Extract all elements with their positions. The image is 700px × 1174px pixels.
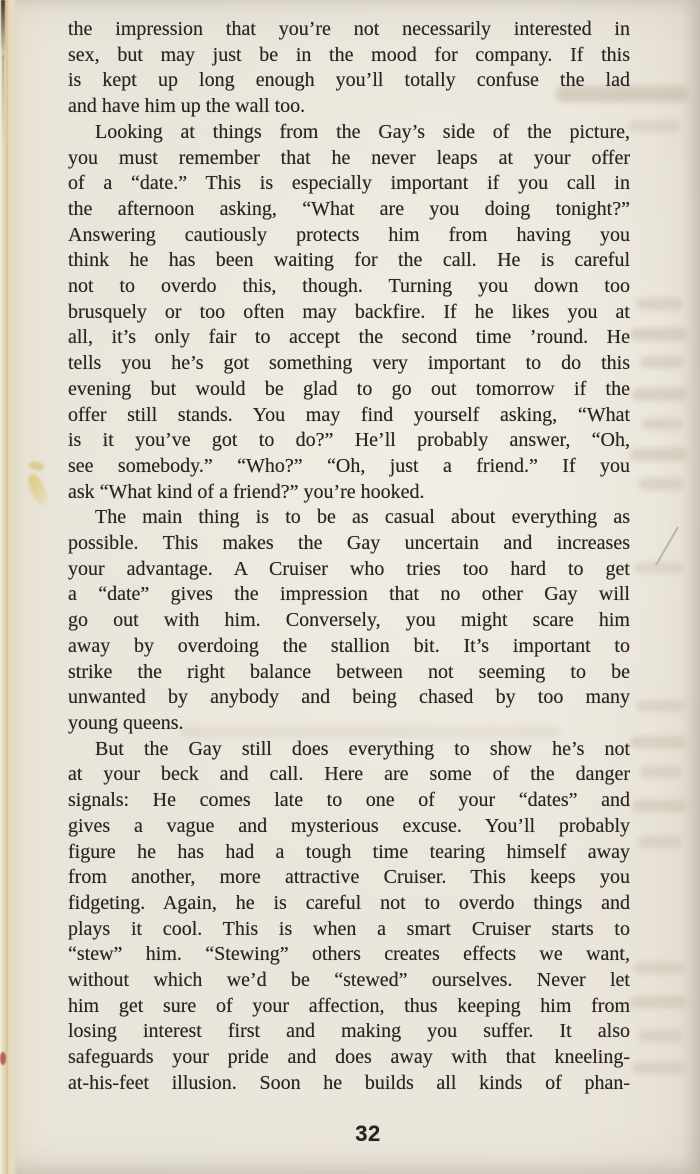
showthrough-smudge: [628, 120, 680, 132]
text-line: from another, more attractive Cruiser. This keeps you: [68, 866, 630, 889]
text-line: brusquely or too often may backfire. If he likes you at: [68, 300, 630, 323]
showthrough-smudge: [640, 766, 682, 778]
text-line: at your beck and call. Here are some of the danger: [68, 763, 630, 786]
text-line: a “date” gives the impression that no other Gay will: [68, 583, 630, 606]
text-line: tells you he’s got something very important to do this: [68, 352, 630, 375]
showthrough-smudge: [638, 478, 684, 490]
scan-edge-artifact: [2, 55, 4, 145]
showthrough-smudge: [632, 1062, 684, 1074]
showthrough-smudge: [634, 562, 684, 574]
stain-mark: [24, 472, 52, 509]
text-line: signals: He comes late to one of your “dates” and: [68, 789, 630, 812]
text-line: figure he has had a tough time tearing himself away: [68, 840, 630, 863]
showthrough-smudge: [630, 448, 688, 461]
showthrough-smudge: [636, 700, 684, 712]
showthrough-smudge: [632, 800, 686, 812]
text-line: at-his-feet illusion. Soon he builds all kinds of phan-: [68, 1071, 630, 1094]
text-line: unwanted by anybody and being chased by too many: [68, 686, 630, 709]
showthrough-smudge: [634, 962, 684, 974]
red-ink-speck: [0, 1052, 6, 1065]
showthrough-smudge: [632, 388, 688, 401]
showthrough-smudge: [630, 736, 686, 749]
showthrough-smudge: [638, 836, 682, 848]
text-line: the impression that you’re not necessarily interested in: [68, 18, 630, 40]
showthrough-smudge: [640, 356, 684, 368]
scan-edge-artifact: [1, 0, 5, 60]
page-text: [68, 17, 630, 1097]
text-line: of a “date.” This is especially important if you call in: [68, 172, 630, 195]
text-line: him get sure of your affection, thus keeping him from: [68, 994, 630, 1017]
text-line: evening but would be glad to go out tomorrow if the: [68, 377, 630, 400]
text-line: is it you’ve got to do?” He’ll probably answer, “Oh,: [68, 429, 630, 452]
text-line: ask “What kind of a friend?” you’re hooked.: [68, 480, 425, 503]
showthrough-smudge: [630, 996, 686, 1008]
text-line: you must remember that he never leaps at your offer: [68, 146, 630, 169]
text-line: “stew” him. “Stewing” others creates effects we want,: [68, 943, 630, 966]
hairline-scratch: [655, 527, 678, 566]
text-line: gives a vague and mysterious excuse. You’ll probably: [68, 814, 630, 837]
text-line: possible. This makes the Gay uncertain and increases: [68, 532, 630, 555]
showthrough-smudge: [638, 1030, 682, 1042]
paragraph: [68, 505, 630, 736]
paragraph: [68, 17, 630, 120]
showthrough-smudge: [636, 298, 682, 310]
showthrough-smudge: [642, 418, 682, 430]
text-line: not to overdo this, though. Turning you down too: [68, 275, 630, 298]
page-number: 32: [355, 1121, 381, 1146]
paragraph: [68, 737, 630, 1097]
text-line: and have him up the wall too.: [68, 95, 306, 118]
text-line: plays it cool. This is when a smart Cruiser starts to: [68, 917, 630, 940]
text-line: safeguards your pride and does away with that kneeling-: [68, 1046, 630, 1069]
text-line: young queens.: [68, 711, 184, 734]
text-line: losing interest first and making you suffer. It also: [68, 1020, 630, 1043]
text-line: without which we’d be “stewed” ourselves. Never let: [68, 969, 630, 992]
text-line: is kept up long enough you’ll totally confuse the lad: [68, 69, 630, 92]
text-line: strike the right balance between not seeming to be: [68, 660, 630, 683]
page-binding-edge: [0, 0, 18, 1174]
text-line: offer still stands. You may find yourself asking, “What: [68, 403, 630, 426]
showthrough-smudge: [630, 328, 688, 341]
text-line: But the Gay still does everything to show he’s not: [95, 737, 630, 760]
text-line: Answering cautiously protects him from having you: [68, 223, 630, 246]
text-line: fidgeting. Again, he is careful not to overdo things and: [68, 891, 630, 914]
text-line: see somebody.” “Who?” “Oh, just a friend.” If you: [68, 454, 630, 477]
text-line: Looking at things from the Gay’s side of the picture,: [95, 120, 630, 143]
text-line: think he has been waiting for the call. He is careful: [68, 249, 630, 272]
text-line: the afternoon asking, “What are you doing tonight?”: [68, 197, 630, 220]
text-line: sex, but may just be in the mood for company. If this: [68, 43, 630, 66]
paragraph: [68, 120, 630, 506]
text-line: your advantage. A Cruiser who tries too hard to get: [68, 557, 630, 580]
text-line: The main thing is to be as casual about everything as: [95, 506, 630, 529]
text-line: away by overdoing the stallion bit. It’s important to: [68, 634, 630, 657]
text-line: go out with him. Conversely, you might scare him: [68, 609, 630, 632]
text-line: all, it’s only fair to accept the second time ’round. He: [68, 326, 630, 349]
